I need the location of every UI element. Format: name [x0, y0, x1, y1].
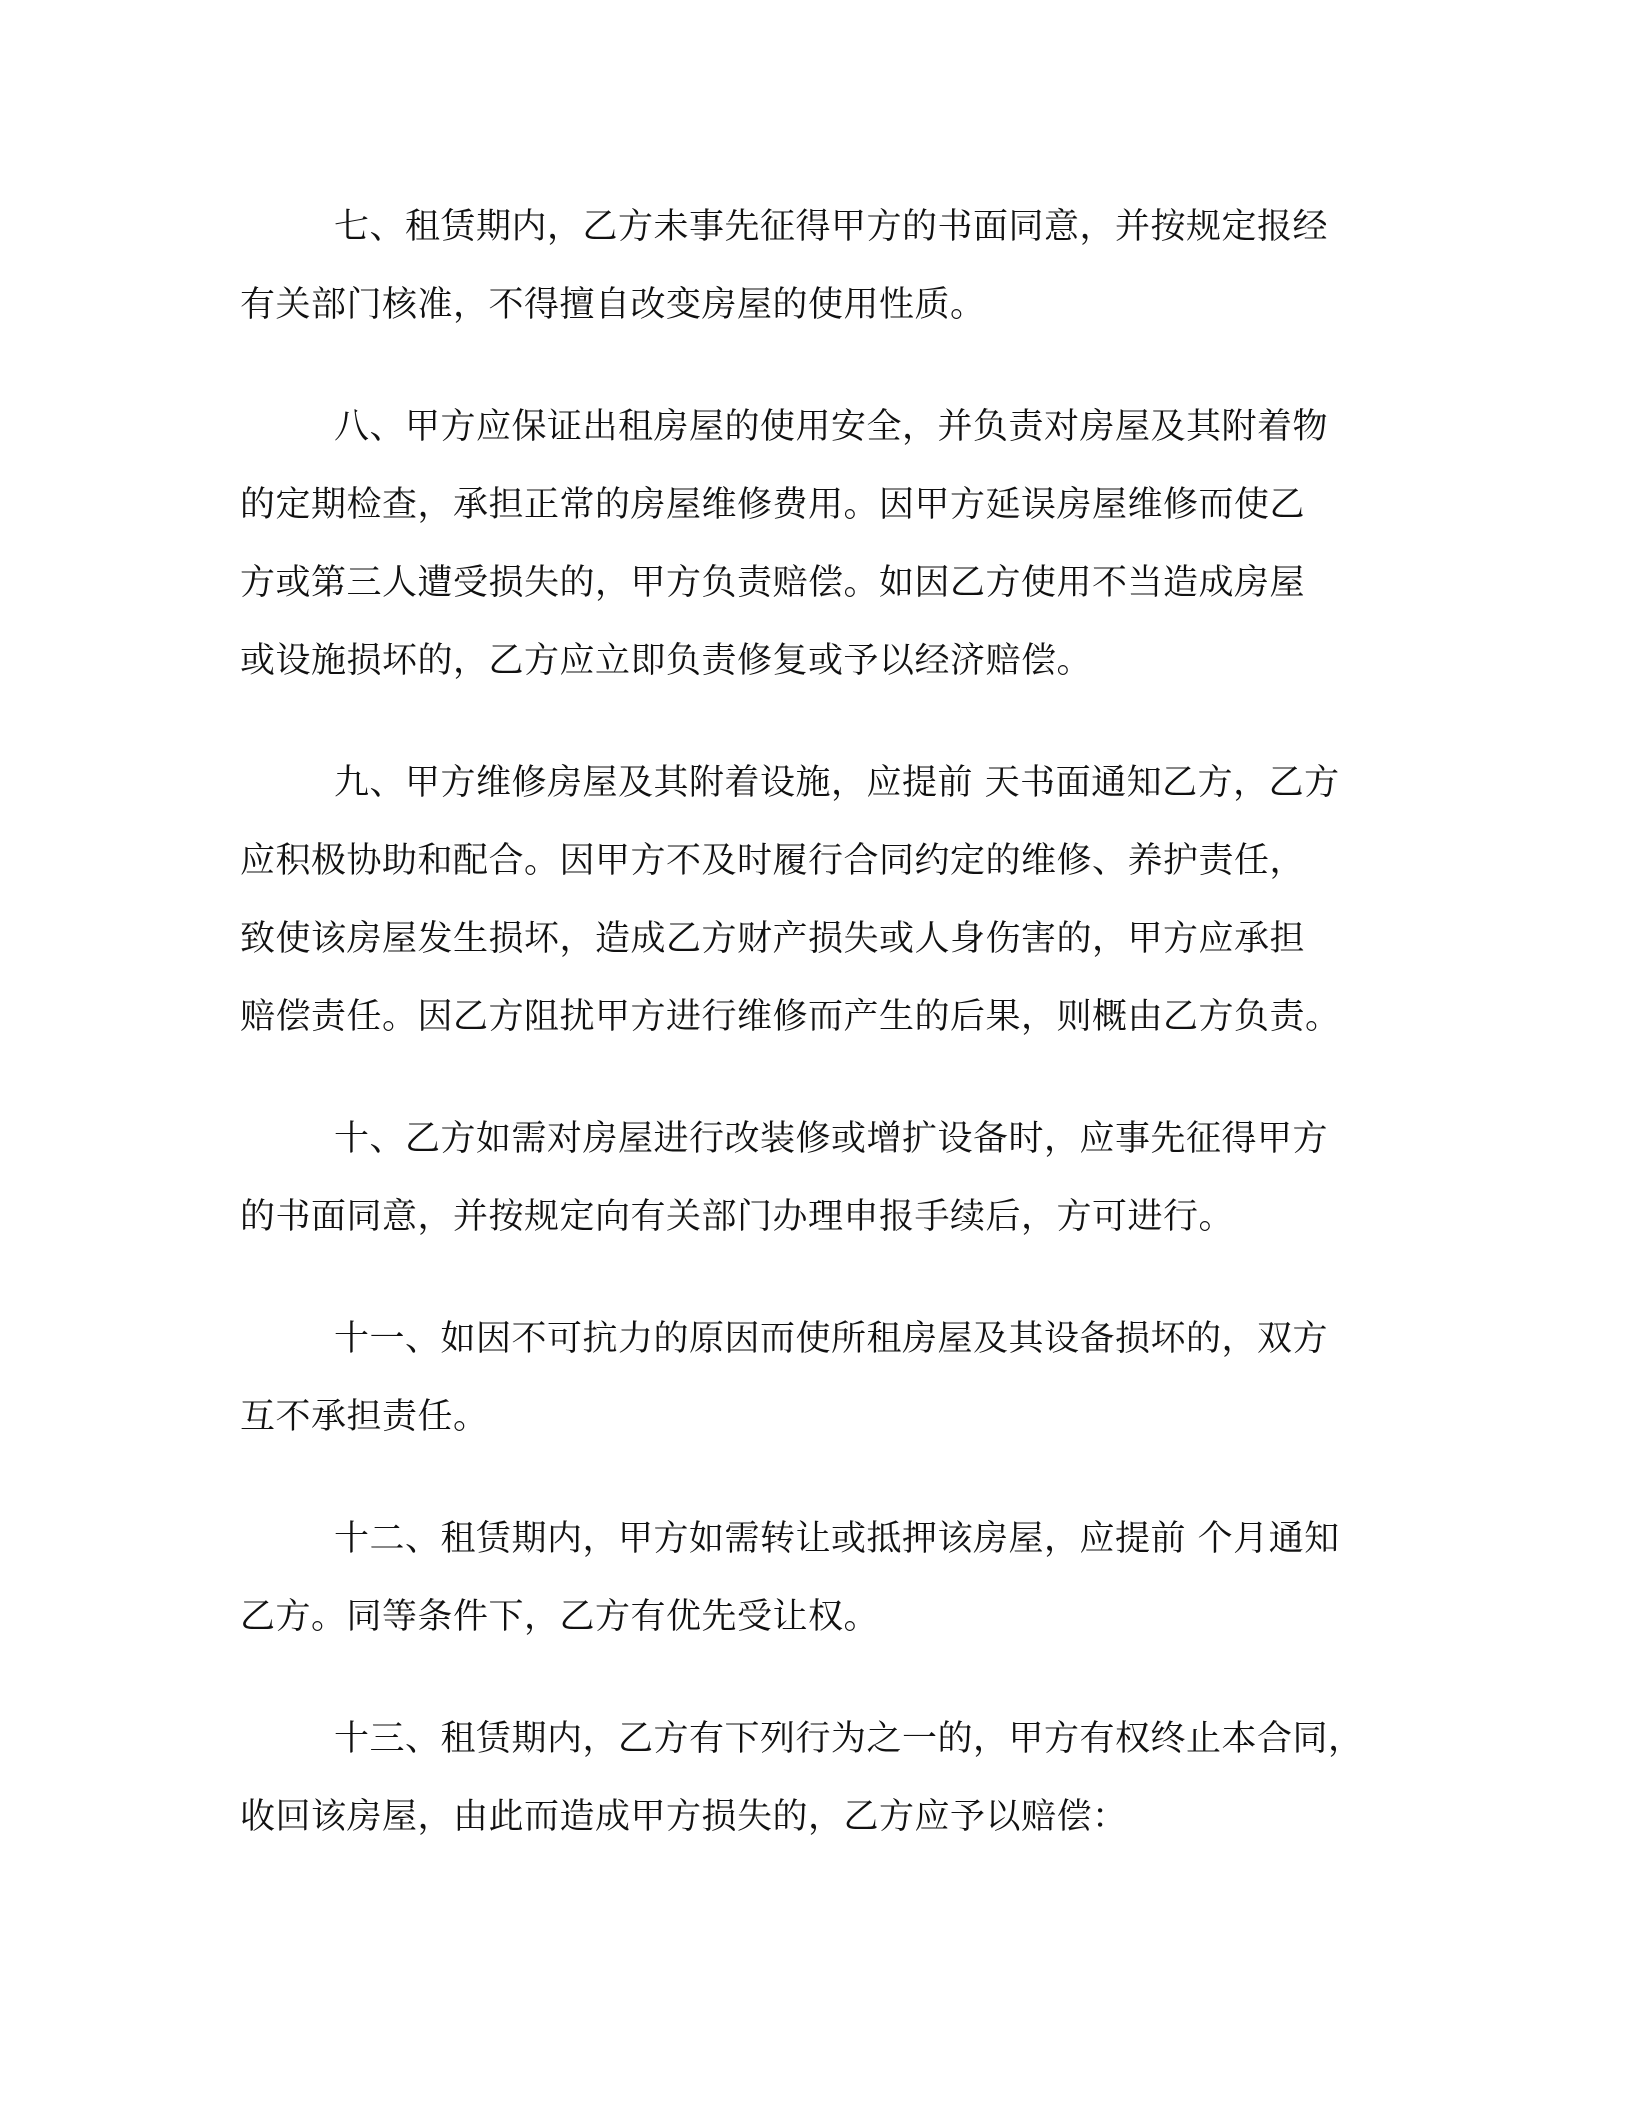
clause-line: 十一、如因不可抗力的原因而使所租房屋及其设备损坏的，双方: [334, 1319, 1329, 1359]
clause-line: 有关部门核准，不得擅自改变房屋的使用性质。: [240, 285, 986, 325]
contract-body: [240, 188, 1410, 1900]
clause-7: [240, 188, 1410, 344]
clause-line: 十、乙方如需对房屋进行改装修或增扩设备时，应事先征得甲方: [334, 1119, 1329, 1159]
clause-12: [240, 1500, 1410, 1656]
clause-line: 九、甲方维修房屋及其附着设施，应提前 天书面通知乙方，乙方: [334, 763, 1340, 803]
clause-line: 互不承担责任。: [240, 1397, 489, 1437]
clause-line: 十二、租赁期内，甲方如需转让或抵押该房屋，应提前 个月通知: [334, 1519, 1340, 1559]
clause-line: 七、租赁期内，乙方未事先征得甲方的书面同意，并按规定报经: [334, 207, 1329, 247]
clause-line: 收回该房屋，由此而造成甲方损失的，乙方应予以赔偿：: [240, 1797, 1128, 1837]
clause-line: 的书面同意，并按规定向有关部门办理申报手续后，方可进行。: [240, 1197, 1235, 1237]
clause-line: 赔偿责任。因乙方阻扰甲方进行维修而产生的后果，则概由乙方负责。: [240, 997, 1341, 1037]
clause-line: 方或第三人遭受损失的，甲方负责赔偿。如因乙方使用不当造成房屋: [240, 563, 1306, 603]
clause-8: [240, 388, 1410, 700]
clause-line: 应积极协助和配合。因甲方不及时履行合同约定的维修、养护责任，: [240, 841, 1306, 881]
clause-line: 的定期检查，承担正常的房屋维修费用。因甲方延误房屋维修而使乙: [240, 485, 1306, 525]
clause-line: 或设施损坏的，乙方应立即负责修复或予以经济赔偿。: [240, 641, 1093, 681]
clause-13: [240, 1700, 1410, 1856]
clause-line: 乙方。同等条件下，乙方有优先受让权。: [240, 1597, 880, 1637]
clause-line: 八、甲方应保证出租房屋的使用安全，并负责对房屋及其附着物: [334, 407, 1329, 447]
clause-line: 十三、租赁期内，乙方有下列行为之一的，甲方有权终止本合同，: [334, 1719, 1364, 1759]
clause-line: 致使该房屋发生损坏，造成乙方财产损失或人身伤害的，甲方应承担: [240, 919, 1306, 959]
clause-9: [240, 744, 1410, 1056]
clause-11: [240, 1300, 1410, 1456]
clause-10: [240, 1100, 1410, 1256]
